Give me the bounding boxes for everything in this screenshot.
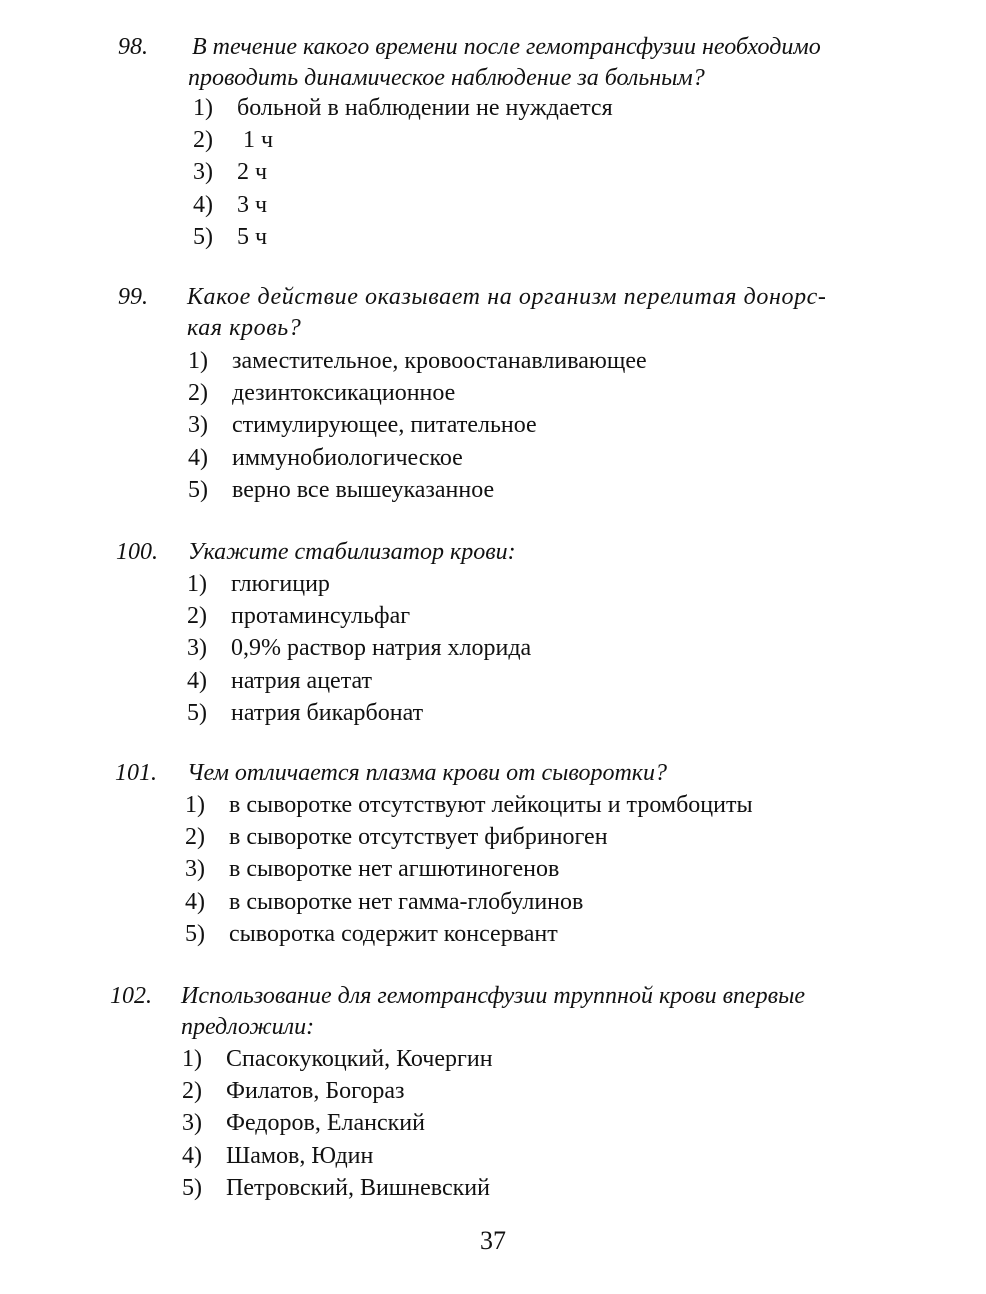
option-number: 1): [188, 348, 208, 374]
option: [185, 918, 753, 950]
option: [182, 1043, 493, 1075]
option-number: 5): [187, 699, 207, 726]
option-number: 2): [182, 1078, 202, 1105]
option-text: глюгицир: [231, 571, 330, 597]
option: [185, 821, 753, 853]
question-text: [188, 537, 888, 568]
option-text: заместительное, кровоостанавливающее: [232, 348, 647, 374]
option-number: 4): [193, 191, 213, 218]
option: [193, 124, 613, 156]
question-text: [187, 282, 887, 344]
option: [193, 92, 613, 124]
option-number: 3): [188, 412, 208, 439]
option-number: 5): [188, 476, 208, 503]
question-number: 98.: [118, 34, 148, 60]
option: [187, 665, 531, 697]
option: [188, 377, 647, 409]
option: [185, 789, 753, 821]
option-number: 5): [182, 1174, 202, 1201]
question-text-line: кая кровь?: [187, 315, 302, 341]
option-number: 1): [182, 1046, 202, 1072]
option-number: 1): [187, 571, 207, 597]
option-number: 5): [193, 223, 213, 250]
option-text: сыворотка содержит консервант: [229, 920, 558, 947]
option: [188, 409, 647, 441]
question-number: 99.: [118, 284, 148, 310]
option-number: 4): [185, 888, 205, 915]
option-number: 3): [185, 856, 205, 883]
option: [187, 568, 531, 600]
options-list: [188, 345, 647, 506]
option-text: 0,9% раствор натрия хлорида: [231, 635, 532, 662]
option-text: 2 ч: [237, 159, 268, 186]
question-text: [187, 758, 887, 789]
question-number: 101.: [115, 760, 157, 786]
option-text: натрия ацетат: [231, 667, 372, 694]
options-list: [193, 92, 613, 253]
option: [193, 221, 613, 253]
option-number: 2): [187, 603, 207, 630]
question-text-line: Какое действие оказывает на организм перелитая донорс-: [187, 284, 827, 310]
option-number: 2): [193, 127, 213, 154]
option-number: 4): [188, 444, 208, 471]
option-number: 3): [193, 159, 213, 186]
option-text: 1 ч: [237, 127, 274, 154]
options-list: [182, 1043, 493, 1204]
question-text-line: Укажите стабилизатор крови:: [188, 539, 516, 565]
question-text-line: Использование для гемотрансфузии труппной крови впервые: [181, 983, 805, 1009]
question-text-line: Чем отличается плазма крови от сыворотки?: [187, 760, 668, 786]
option: [182, 1140, 493, 1172]
option-text: больной в наблюдении не нуждается: [237, 95, 613, 121]
option-number: 3): [182, 1110, 202, 1137]
option: [182, 1107, 493, 1139]
option-text: дезинтоксикационное: [232, 380, 456, 407]
option-text: Федоров, Еланский: [226, 1110, 425, 1137]
option-text: 5 ч: [237, 223, 268, 250]
option: [185, 853, 753, 885]
options-list: [185, 789, 753, 950]
option-text: Спасокукоцкий, Кочергин: [226, 1046, 493, 1072]
option: [188, 442, 647, 474]
question-number: 100.: [116, 539, 158, 565]
option-number: 5): [185, 920, 205, 947]
option-text: в сыворотке нет агшютиногенов: [229, 856, 560, 883]
question-text: [188, 32, 892, 94]
option-number: 4): [182, 1142, 202, 1169]
option-number: 2): [185, 824, 205, 851]
option: [187, 600, 531, 632]
option: [187, 632, 531, 664]
option: [188, 345, 647, 377]
question-text-line: предложили:: [181, 1014, 315, 1040]
option-number: 3): [187, 635, 207, 662]
option-text: Филатов, Богораз: [226, 1078, 405, 1105]
question-number: 102.: [110, 983, 152, 1009]
option: [182, 1172, 493, 1204]
option-number: 4): [187, 667, 207, 694]
option-text: натрия бикарбонат: [231, 699, 424, 726]
option: [193, 156, 613, 188]
option: [182, 1075, 493, 1107]
option-number: 1): [193, 95, 213, 121]
option-text: 3 ч: [237, 191, 268, 218]
option-text: иммунобиологическое: [232, 444, 463, 471]
question-text: [181, 981, 881, 1043]
option: [187, 697, 531, 729]
option: [185, 886, 753, 918]
page-number: 37: [480, 1226, 506, 1255]
option: [188, 474, 647, 506]
option-text: в сыворотке отсутствуют лейкоциты и тромбоциты: [229, 792, 753, 818]
option-number: 1): [185, 792, 205, 818]
option-number: 2): [188, 380, 208, 407]
option-text: Шамов, Юдин: [226, 1142, 374, 1169]
option: [193, 189, 613, 221]
option-text: протаминсульфаг: [231, 603, 411, 630]
option-text: стимулирующее, питательное: [232, 412, 537, 439]
question-text-line: В течение какого времени после гемотрансфузии необходимо: [192, 34, 821, 60]
option-text: Петровский, Вишневский: [226, 1174, 490, 1201]
option-text: в сыворотке нет гамма-глобулинов: [229, 888, 584, 915]
question-text-line: проводить динамическое наблюдение за больным?: [188, 65, 705, 91]
option-text: в сыворотке отсутствует фибриноген: [229, 824, 608, 851]
option-text: верно все вышеуказанное: [232, 476, 495, 503]
options-list: [187, 568, 531, 729]
